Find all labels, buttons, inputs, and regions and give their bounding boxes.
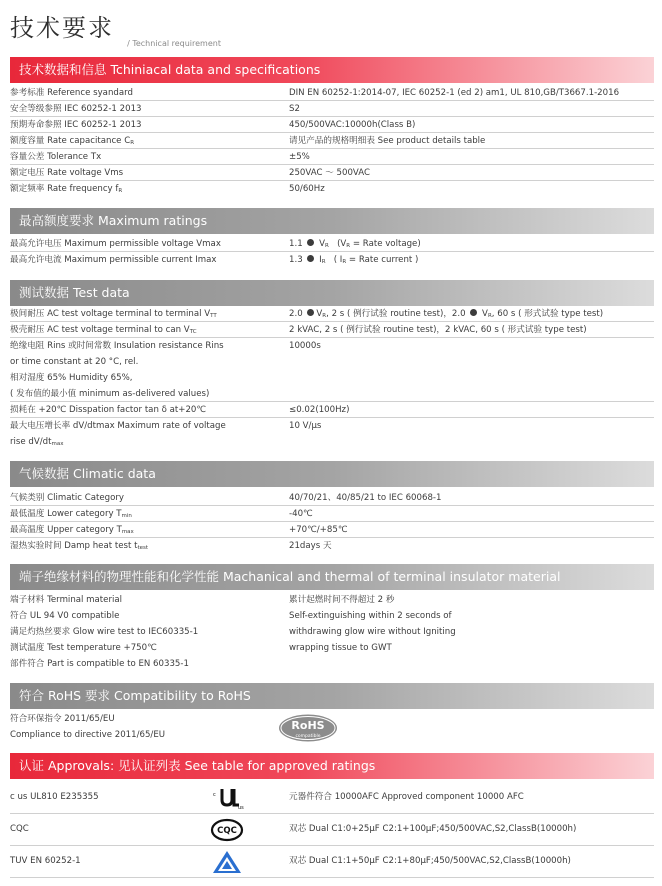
section-header-climatic-data: 气候数据 Climatic data	[10, 461, 654, 487]
approval-description: 元器件符合 10000AFC Approved component 10000 AFC	[289, 792, 524, 802]
row-value: 10000s	[289, 341, 321, 351]
svg-text:c: c	[213, 792, 216, 798]
approval-description: 双芯 Dual C1:1+50μF C2:1+80μF;450/500VAC,S2,ClassB(10000h)	[289, 856, 571, 866]
row-label: 湿热实验时间 Damp heat test ttest	[10, 541, 149, 551]
row-label: 安全等级参照 IEC 60252-1 2013	[10, 104, 142, 114]
row-value: 2 kVAC, 2 s ( 例行试验 routine test)，2 kVAC, 60 s ( 形式试验 type test)	[289, 325, 587, 335]
row-label: 气候类别 Climatic Category	[10, 493, 124, 503]
row-value: -40℃	[289, 509, 313, 519]
row-label: 绝缘电阻 Rins 或时间常数 Insulation resistance Rins or time constant at 20 °C, rel. 相对湿度 65% Humidity 65%, ( 发布值的最小值 minimum as-delivered values)	[10, 341, 224, 399]
approval-description: 双芯 Dual C1:0+25μF C2:1+100μF;450/500VAC,S2,ClassB(10000h)	[289, 824, 577, 834]
row-value: S2	[289, 104, 300, 114]
rohs-logo-text: RoHS	[291, 719, 325, 732]
row-label: 极壳耐压 AC test voltage terminal to can VTC	[10, 325, 197, 335]
row-value: 40/70/21、40/85/21 to IEC 60068-1	[289, 493, 442, 503]
row-label: 最高温度 Upper category Tmax	[10, 525, 134, 535]
table-row	[10, 85, 654, 101]
title-cn: 技术要求	[10, 14, 114, 42]
row-value: 450/500VAC:10000h(Class B)	[289, 120, 416, 130]
row-label: 最大电压增长率 dV/dtmax Maximum rate of voltage rise dV/dtmax	[10, 421, 226, 447]
table-row	[10, 522, 654, 538]
rohs-logo-subtext: compatible	[295, 734, 321, 739]
table-row	[10, 149, 654, 165]
bullet-icon	[307, 309, 314, 316]
material-left-column: 端子材料 Terminal material 符合 UL 94 V0 compatible 满足灼热丝要求 Glow wire test to IEC60335-1 测试温度 Test temperature +750℃ 部件符合 Part is compatible to EN 60335-1	[10, 595, 199, 669]
table-row	[10, 117, 654, 133]
section-header-rohs: 符合 RoHS 要求 Compatibility to RoHS	[10, 683, 654, 709]
svg-text:us: us	[238, 805, 244, 810]
row-value: +70℃/+85℃	[289, 525, 348, 535]
tuv-mark-icon	[210, 850, 244, 874]
table-row	[10, 322, 654, 338]
row-value: ≤0.02(100Hz)	[289, 405, 350, 415]
table-row	[10, 236, 654, 252]
section-header-approvals: 认证 Approvals: 见认证列表 See table for approved ratings	[10, 753, 654, 779]
ul-mark-icon	[210, 786, 244, 810]
row-label: 最高允许电流 Maximum permissible current Imax	[10, 255, 217, 265]
approval-row	[10, 782, 654, 814]
approval-row	[10, 846, 654, 878]
section-header-specifications: 技术数据和信息 Tchiniacal data and specifications	[10, 57, 654, 83]
row-value: 50/60Hz	[289, 184, 325, 194]
cqc-mark-icon	[210, 818, 244, 842]
row-label: 预期寿命参照 IEC 60252-1 2013	[10, 120, 142, 130]
table-row	[10, 306, 654, 322]
row-label: 额度容量 Rate capacitance CR	[10, 136, 135, 146]
rohs-logo	[278, 714, 338, 742]
table-row	[10, 181, 654, 197]
approval-name: TUV EN 60252-1	[10, 856, 81, 866]
row-value: 250VAC ～ 500VAC	[289, 168, 370, 178]
row-value: 1.1 VR (VR = Rate voltage)	[289, 239, 421, 249]
row-label: 额定频率 Rate frequency fR	[10, 184, 123, 194]
table-row	[10, 538, 654, 554]
row-label: 额定电压 Rate voltage Vms	[10, 168, 124, 178]
table-row	[10, 101, 654, 117]
row-value: 1.3 IR ( IR = Rate current )	[289, 255, 419, 265]
row-label: 极间耐压 AC test voltage terminal to terminal VTT	[10, 309, 217, 319]
table-row	[10, 338, 654, 402]
approval-name: CQC	[10, 824, 29, 834]
row-value: ±5%	[289, 152, 310, 162]
table-row	[10, 418, 654, 450]
table-row	[10, 165, 654, 181]
svg-text:CQC: CQC	[217, 826, 237, 836]
row-label: 最低温度 Lower category Tmin	[10, 509, 132, 519]
section-header-test-data: 测试数据 Test data	[10, 280, 654, 306]
section-header-insulator-material: 端子绝缘材料的物理性能和化学性能 Machanical and thermal of terminal insulator material	[10, 564, 654, 590]
bullet-icon	[307, 255, 314, 262]
row-label: 参考标准 Reference syandard	[10, 88, 133, 98]
row-label: 损耗在 +20℃ Disspation factor tan δ at+20℃	[10, 405, 207, 415]
table-row	[10, 402, 654, 418]
row-value: 10 V/μs	[289, 421, 322, 431]
table-row	[10, 133, 654, 149]
table-row	[10, 506, 654, 522]
material-right-column: 累计起燃时间不得超过 2 秒 Self-extinguishing within 2 seconds of withdrawing glow wire without Igniting wrapping tissue to GWT	[289, 595, 456, 653]
section-header-maximum-ratings: 最高额度要求 Maximum ratings	[10, 208, 654, 234]
bullet-icon	[307, 239, 314, 246]
approval-row	[10, 814, 654, 846]
rohs-text: 符合环保指令 2011/65/EU Compliance to directive 2011/65/EU	[10, 714, 166, 740]
title-en: / Technical requirement	[127, 39, 221, 48]
row-label: 最高允许电压 Maximum permissible voltage Vmax	[10, 239, 221, 249]
row-value: 21days 天	[289, 541, 332, 551]
page-title	[10, 8, 221, 48]
table-row	[10, 592, 654, 672]
row-value: DIN EN 60252-1:2014-07, IEC 60252-1 (ed 2) am1, UL 810,GB/T3667.1-2016	[289, 88, 620, 98]
table-row	[10, 490, 654, 506]
row-value: 请见产品的规格明细表 See product details table	[289, 136, 486, 146]
table-row	[10, 252, 654, 268]
row-value: 2.0 VR, 2 s ( 例行试验 routine test)，2.0 VR, 60 s ( 形式试验 type test)	[289, 309, 604, 319]
row-label: 容量公差 Tolerance Tx	[10, 152, 102, 162]
approval-name: c us UL810 E235355	[10, 792, 99, 802]
bullet-icon	[470, 309, 477, 316]
